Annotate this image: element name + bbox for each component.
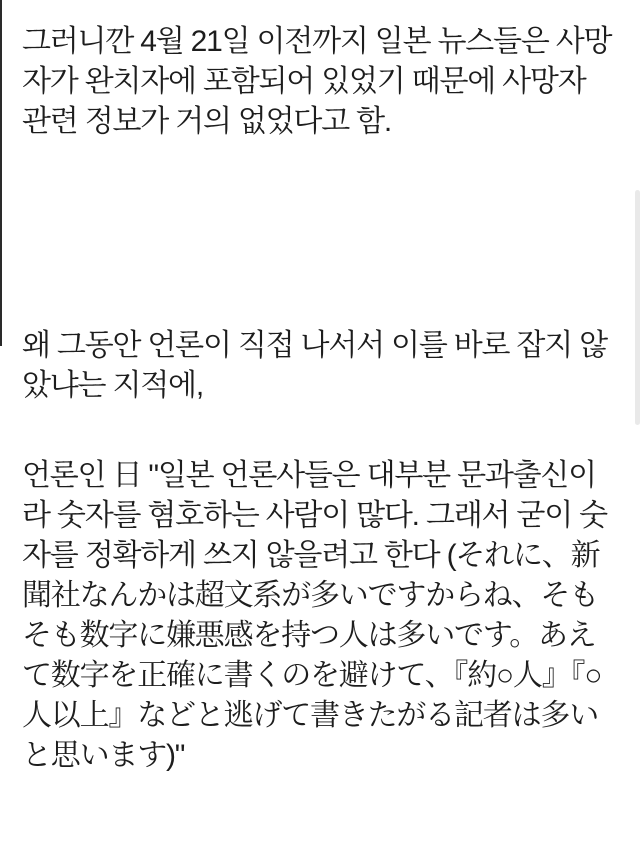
paragraph-question-media: 왜 그동안 언론이 직접 나서서 이를 바로 잡지 않았냐는 지적에,: [22, 329, 607, 402]
paragraph-news-deaths: 그러니깐 4월 21일 이전까지 일본 뉴스들은 사망자가 완치자에 포함되어 있었기 때문에 사망자 관련 정보가 거의 없었다고 함.: [22, 25, 612, 138]
paragraph-journalist-quote: 언론인 日 "일본 언론사들은 대부분 문과출신이라 숫자를 혐호하는 사람이 많다. 그래서 굳이 숫자를 정확하게 쓰지 않을려고 한다 (それに、新聞社なんかは超文系が多いですからね、そもそも数字に嫌悪感を持つ人は多いです。あえて数字を正確に書くのを避けて、『約○人』『○人以上』などと逃げて書きたがる記者は多いと思います)": [22, 459, 607, 772]
